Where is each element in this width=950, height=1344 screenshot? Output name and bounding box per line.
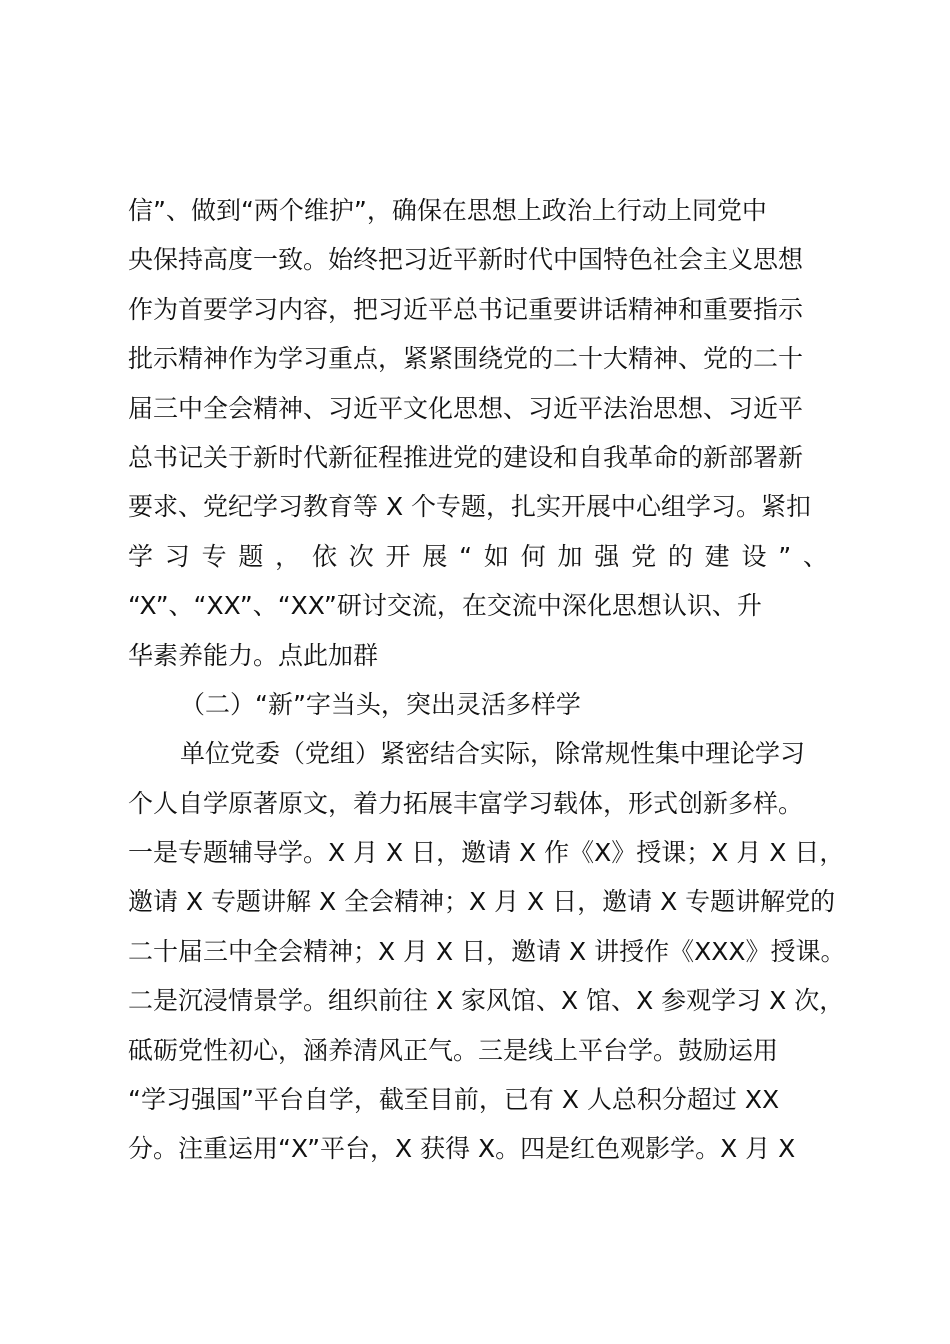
text-line: “学习强国”平台自学，截至目前，已有 X 人总积分超过 XX [128,1085,780,1115]
section-heading: （二）“新”字当头，突出灵活多样学 [180,689,581,719]
text-line: 届三中全会精神、习近平文化思想、习近平法治思想、习近平 [128,393,804,423]
text-line: 分。注重运用“X”平台，X 获得 X。四是红色观影学。X 月 X [128,1134,796,1164]
text-line: 作为首要学习内容，把习近平总书记重要讲话精神和重要指示 [128,294,804,324]
text-line: “X”、“XX”、“XX”研讨交流，在交流中深化思想认识、升 [128,591,762,621]
text-line: 批示精神作为学习重点，紧紧围绕党的二十大精神、党的二十 [128,344,804,374]
text-line: 总书记关于新时代新征程推进党的建设和自我革命的新部署新 [128,442,804,472]
text-line: 砥砺党性初心，涵养清风正气。三是线上平台学。鼓励运用 [128,1035,779,1065]
text-line: 一是专题辅导学。X 月 X 日，邀请 X 作《X》授课；X 月 X 日， [128,838,845,868]
text-line: 学习专题，依次开展“如何加强党的建设”、 [128,541,828,571]
text-line: 单位党委（党组）紧密结合实际，除常规性集中理论学习 [180,739,806,769]
text-line: 要求、党纪学习教育等 X 个专题，扎实开展中心组学习。紧扣 [128,492,812,522]
document-body [128,186,846,1174]
text-line: 信”、做到“两个维护”，确保在思想上政治上行动上同党中 [128,196,767,225]
text-line: 邀请 X 专题讲解 X 全会精神；X 月 X 日，邀请 X 专题讲解党的 [128,887,836,917]
text-line: 华素养能力。点此加群 [128,640,379,670]
text-line: 央保持高度一致。始终把习近平新时代中国特色社会主义思想 [128,245,804,275]
text-line: 二十届三中全会精神；X 月 X 日，邀请 X 讲授作《XXX》授课。 [128,936,846,966]
text-line: 二是沉浸情景学。组织前往 X 家风馆、X 馆、X 参观学习 X 次， [128,986,845,1016]
text-line: 个人自学原著原文，着力拓展丰富学习载体，形式创新多样。 [128,788,804,818]
